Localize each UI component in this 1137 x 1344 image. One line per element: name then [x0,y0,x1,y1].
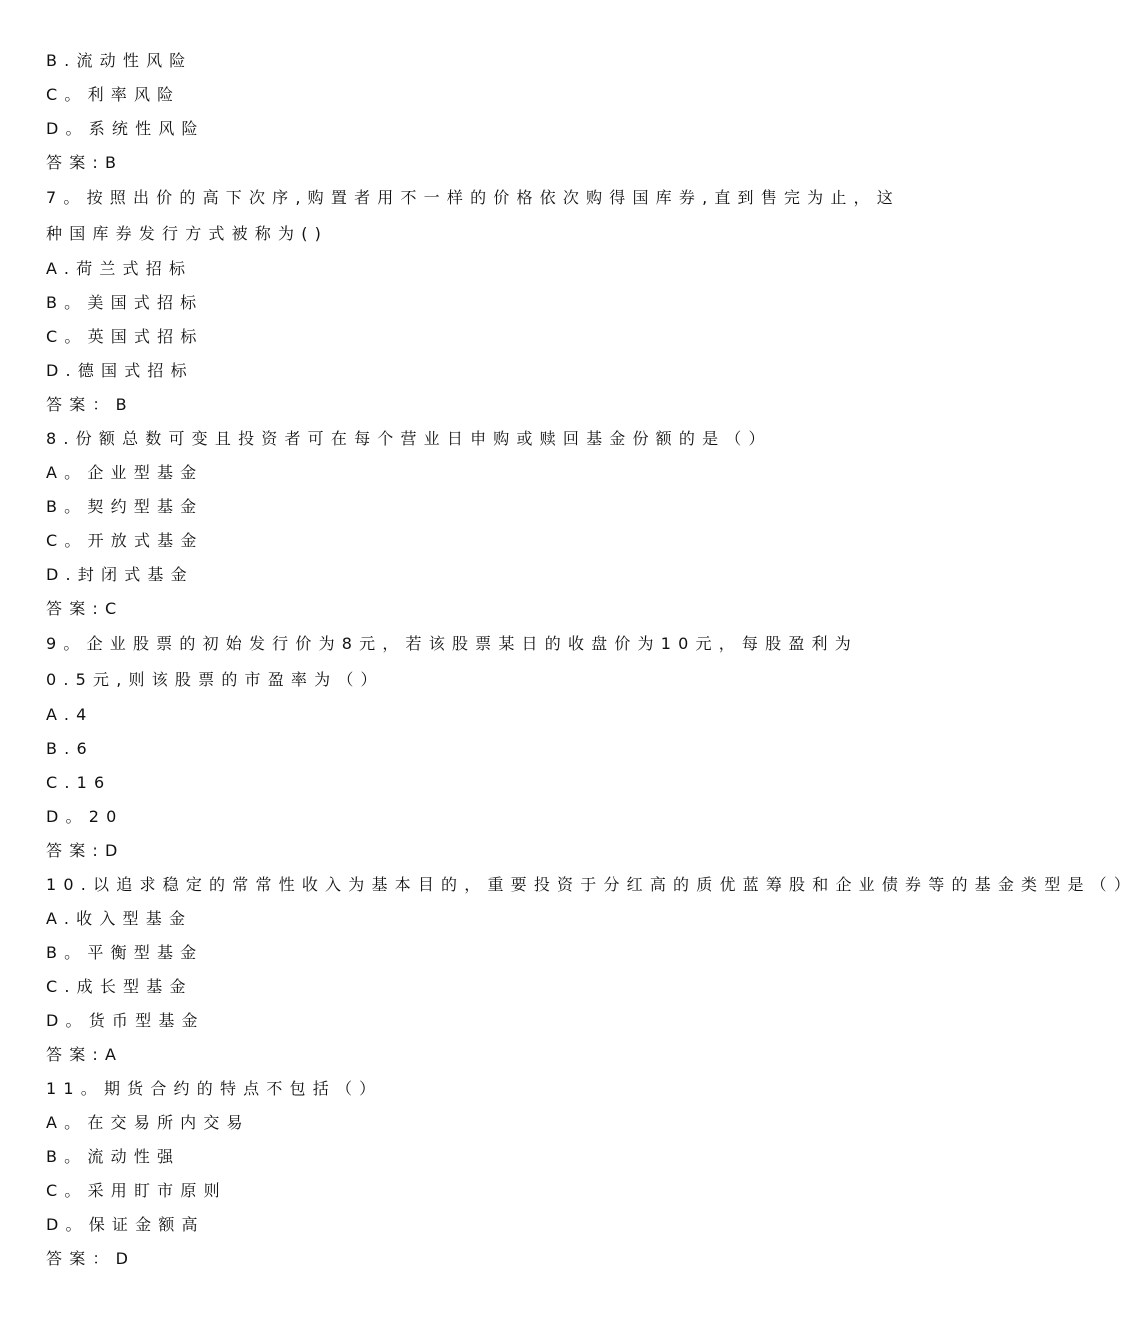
option-line: D.封闭式基金 [46,565,194,584]
option-line: B。美国式招标 [46,293,204,312]
option-line: B。流动性强 [46,1147,181,1166]
option-line: A.收入型基金 [46,909,193,928]
option-line: C.16 [46,773,112,792]
answer-line: 答案:D [46,841,125,860]
option-line: C.成长型基金 [46,977,193,996]
question-line: 8.份额总数可变且投资者可在每个营业日申购或赎回基金份额的是（） [46,429,772,448]
option-line: D。货币型基金 [46,1011,205,1030]
option-line: C。开放式基金 [46,531,204,550]
option-line: A.荷兰式招标 [46,259,193,278]
document-body [46,44,1137,1276]
option-line: A。在交易所内交易 [46,1113,250,1132]
answer-line: 答案：D [46,1249,136,1268]
option-line: D.德国式招标 [46,361,194,380]
answer-line: 答案:A [46,1045,124,1064]
option-line: C。采用盯市原则 [46,1181,227,1200]
option-line: D。系统性风险 [46,119,205,138]
option-line: C。利率风险 [46,85,181,104]
answer-line: 答案:C [46,599,124,618]
option-line: C。英国式招标 [46,327,204,346]
question-line: 10.以追求稳定的常常性收入为基本目的，重要投资于分红高的质优蓝筹股和企业债券等的基金类型是（） [46,875,1137,894]
option-line: B.流动性风险 [46,51,193,70]
option-line: D。20 [46,807,124,826]
answer-line: 答案：B [46,395,134,414]
question-line: 11。期货合约的特点不包括（） [46,1079,383,1098]
option-line: D。保证金额高 [46,1215,205,1234]
option-line: B.6 [46,739,94,758]
option-line: A。企业型基金 [46,463,204,482]
answer-line: 答案:B [46,153,124,172]
question-line: 9。企业股票的初始发行价为8元，若该股票某日的收盘价为10元，每股盈利为0.5元,则该股票的市盈率为（） [46,634,858,689]
question-line: 7。按照出价的高下次序,购置者用不一样的价格依次购得国库券,直到售完为止，这种国库券发行方式被称为() [46,188,900,243]
option-line: A.4 [46,705,94,724]
option-line: B。契约型基金 [46,497,204,516]
option-line: B。平衡型基金 [46,943,204,962]
